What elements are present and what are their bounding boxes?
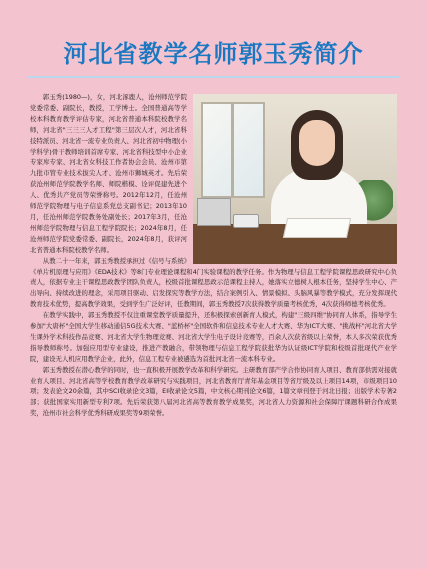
title-divider [28,76,399,78]
photo-monitor [197,198,231,226]
photo-book [283,218,351,238]
portrait-photo [193,94,397,264]
photo-person-face [299,120,335,166]
page-title: 河北省教学名师郭玉秀简介 [63,40,364,68]
document-body [30,92,397,419]
photo-window [201,102,265,198]
paragraph-research: 郭玉秀教授在潜心教学的同时，也一直积极开展教学改革和科学研究。主研教育部产学合作协同育人项目、教育部供需对接就业育人项目、河北省高等学校教育教学改革研究与实践项目，河北省教育厅青年基金项目等省厅级及以上项目14项，市级项目10项；发表论文20余篇，其中SCI收录论文3篇，EI收录论文5篇，中文核心期刊论文6篇，1篇文章刊登于河北日报；出版学术专著2部；获批国家实用新型专利7项。先后荣获第八届河北省高等教育教学成果奖，河北省人力资源和社会保障厅课题科研合作成果奖，沧州市社会科学优秀科研成果奖等9项荣誉。 [30,365,397,418]
paragraph-teaching: 从教二十一年来，郭玉秀教授承担过《信号与系统》《单片机原理与应用》《EDA技术》等8门专业理论课程和4门实验课程的教学任务。作为物理与信息工程学院课程思政研究中心负责人，依据专业主干课程思政教学团队负责人，校级首批课程思政示范课程主持人，她落实立德树人根本任务，坚持学生中心、产出导向、持续改进的理念，采用项目驱动、启发探究等教学方法，结合案例引入、情景模拟、头脑风暴等教学模式，充分发挥现代教育技术优势，提高教学效果，受到学生广泛好评，任教期间，郭玉秀教授7次获得教学质量考核优秀，4次获得师德考核优秀。 [30,256,397,309]
paragraph-practice: 在教学实践中，郭玉秀教授不仅注重课堂教学质量提升，还积极探索创新育人模式，构建"三级四维"协同育人体系，指导学生参加"大唐杯"全国大学生移动通信5G技术大赛、"蓝桥杯"全国软件和信息技术专业人才大赛、华为ICT大赛、"挑战杯"河北省大学生课外学术科技作品竞赛、河北省大学生物理竞赛、河北省大学生电子设计竞赛等，百余人次获省级以上荣誉，本人多次荣获优秀指导教师称号。加强应用型专业建设，推进产教融合，带领物理与信息工程学院获批华为认证级ICT学院和校级首批现代产业学院，建设无人机应用教学企业，此外，信息工程专业被遴选为首批河北省一流本科专业。 [30,311,397,363]
photo-telephone [233,214,259,228]
paragraph-biography: 郭玉秀(1980—)，女，河北涿鹿人，沧州师范学院党委常委、副院长，教授，工学博士。全国普通高等学校本科教育教学评估专家，河北省普通本科院校教学名师，河北省"三三三人才工程"第三层次人才，河北省科技特派员、河北省一流专业负责人、河北省初中物理(小学科学)骨干教师培训首席专家、河北省科技型中小企业专家库专家、河北省女科技工作者协会会员、沧州市第九批市管专业技术拔尖人才、沧州市狮城英才。先后荣获沧州师范学院教学名师、师院楷模、诠评促建先进个人、优秀共产党员等荣誉称号。2012年12月，任沧州师范学院物理与电子信息系党总支副书记；2013年10月，任沧州师范学院教务处副处长；2017年3月，任沧州师范学院物理与信息工程学院院长；2024年8月，任沧州师范学院党委常委、副院长，2024年8月，获评河北省普通本科院校教学名师。 [30,93,187,254]
